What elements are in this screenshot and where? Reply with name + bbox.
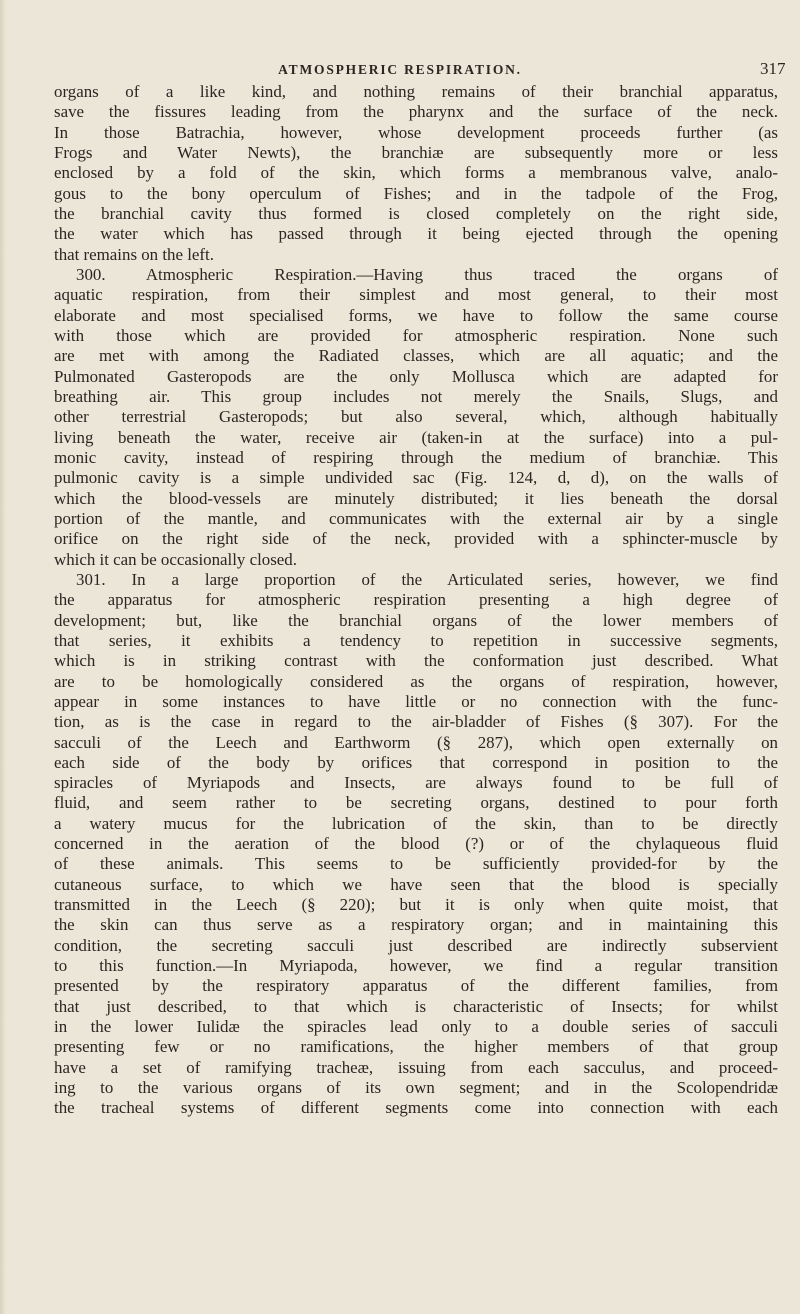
text-line: that remains on the left. xyxy=(54,244,214,264)
text-line: save the fissures leading from the pharynx and the surface of the neck. xyxy=(54,102,778,122)
page-number: 317 xyxy=(760,59,786,78)
text-line: presented by the respiratory apparatus of the different families, from xyxy=(54,976,778,996)
text-line: which the blood-vessels are minutely distributed; it lies beneath the dorsal xyxy=(54,488,778,508)
text-line: are met with among the Radiated classes, which are all aquatic; and the xyxy=(54,346,778,366)
text-line: transmitted in the Leech (§ 220); but it is only when quite moist, that xyxy=(54,895,778,915)
text-line: which it can be occasionally closed. xyxy=(54,549,297,569)
text-line: spiracles of Myriapods and Insects, are always found to be full of xyxy=(54,773,778,793)
text-line: have a set of ramifying tracheæ, issuing from each sacculus, and proceed- xyxy=(54,1057,778,1077)
text-line: concerned in the aeration of the blood (?) or of the chylaqueous fluid xyxy=(54,834,778,854)
text-line: sacculi of the Leech and Earthworm (§ 287), which open externally on xyxy=(54,732,778,752)
text-line: other terrestrial Gasteropods; but also several, which, although habitually xyxy=(54,407,778,427)
running-title: ATMOSPHERIC RESPIRATION. xyxy=(278,62,522,77)
text-line: the tracheal systems of different segments come into connection with each xyxy=(54,1098,778,1118)
text-line: Frogs and Water Newts), the branchiæ are subsequently more or less xyxy=(54,142,778,162)
text-line: fluid, and seem rather to be secreting organs, destined to pour forth xyxy=(54,793,778,813)
text-line: to this function.—In Myriapoda, however, we find a regular transition xyxy=(54,956,778,976)
text-line: each side of the body by orifices that correspond in position to the xyxy=(54,752,778,772)
text-line: orifice on the right side of the neck, provided with a sphincter-muscle by xyxy=(54,529,778,549)
page-gutter-shadow xyxy=(0,0,6,1314)
text-line: appear in some instances to have little or no connection with the func- xyxy=(54,691,778,711)
body-text xyxy=(54,82,778,1119)
text-line: the skin can thus serve as a respiratory organ; and in maintaining this xyxy=(54,915,778,935)
text-line: gous to the bony operculum of Fishes; and in the tadpole of the Frog, xyxy=(54,183,778,203)
text-line: with those which are provided for atmospheric respiration. None such xyxy=(54,325,778,345)
text-line: cutaneous surface, to which we have seen that the blood is specially xyxy=(54,874,778,894)
text-line: pulmonic cavity is a simple undivided sac (Fig. 124, d, d), on the walls of xyxy=(54,468,778,488)
text-line: the apparatus for atmospheric respiration presenting a high degree of xyxy=(54,590,778,610)
text-line: which is in striking contrast with the conformation just described. What xyxy=(54,651,778,671)
text-line: in the lower Iulidæ the spiracles lead only to a double series of sacculi xyxy=(54,1017,778,1037)
text-line: tion, as is the case in regard to the air-bladder of Fishes (§ 307). For the xyxy=(54,712,778,732)
text-line: elaborate and most specialised forms, we have to follow the same course xyxy=(54,305,778,325)
text-line: a watery mucus for the lubrication of the skin, than to be directly xyxy=(54,813,778,833)
text-line: enclosed by a fold of the skin, which forms a membranous valve, analo- xyxy=(54,163,778,183)
text-line: the water which has passed through it being ejected through the opening xyxy=(54,224,778,244)
text-line: presenting few or no ramifications, the higher members of that group xyxy=(54,1037,778,1057)
text-line: the branchial cavity thus formed is closed completely on the right side, xyxy=(54,203,778,223)
text-line: portion of the mantle, and communicates with the external air by a single xyxy=(54,508,778,528)
running-head xyxy=(0,59,800,82)
text-line: In those Batrachia, however, whose development proceeds further (as xyxy=(54,122,778,142)
text-line: living beneath the water, receive air (taken-in at the surface) into a pul- xyxy=(54,427,778,447)
section-heading-line: 300. Atmospheric Respiration.—Having thus traced the organs of xyxy=(76,264,778,284)
text-line: condition, the secreting sacculi just described are indirectly subservient xyxy=(54,935,778,955)
text-line: of these animals. This seems to be sufficiently provided-for by the xyxy=(54,854,778,874)
text-line: ing to the various organs of its own segment; and in the Scolopendridæ xyxy=(54,1078,778,1098)
text-line: monic cavity, instead of respiring through the medium of branchiæ. This xyxy=(54,447,778,467)
text-line: that series, it exhibits a tendency to repetition in successive segments, xyxy=(54,630,778,650)
text-line: breathing air. This group includes not merely the Snails, Slugs, and xyxy=(54,386,778,406)
text-line: Pulmonated Gasteropods are the only Mollusca which are adapted for xyxy=(54,366,778,386)
text-line: development; but, like the branchial organs of the lower members of xyxy=(54,610,778,630)
text-line: organs of a like kind, and nothing remains of their branchial apparatus, xyxy=(54,82,778,101)
text-line: aquatic respiration, from their simplest and most general, to their most xyxy=(54,285,778,305)
section-heading-line: 301. In a large proportion of the Articulated series, however, we find xyxy=(76,569,778,589)
text-line: are to be homologically considered as the organs of respiration, however, xyxy=(54,671,778,691)
text-line: that just described, to that which is characteristic of Insects; for whilst xyxy=(54,996,778,1016)
